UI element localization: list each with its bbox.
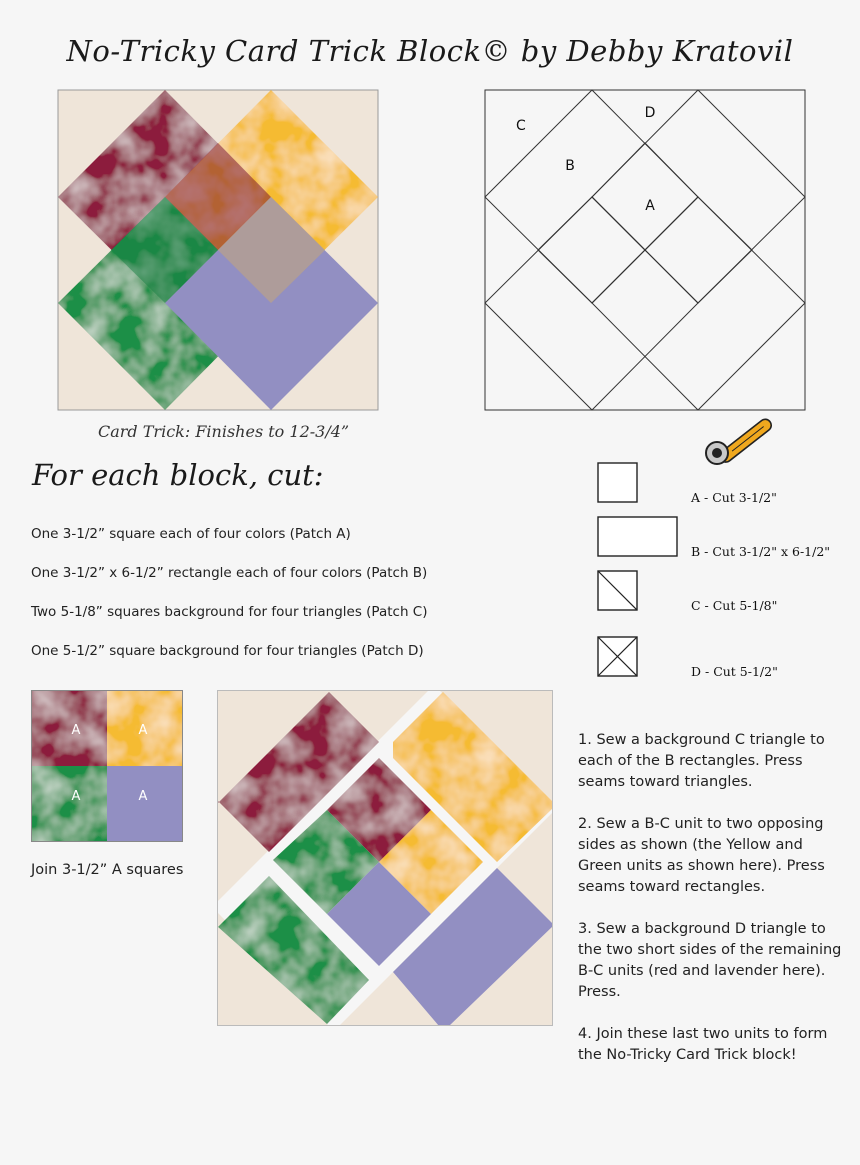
label-a: A [645, 198, 655, 214]
step-3: 3. Sew a background D triangle to the two short sides of the remaining B-C units (red and lavender here). Press. [578, 921, 842, 1000]
cut-line-b: One 3-1/2” x 6-1/2” rectangle each of four colors (Patch B) [31, 565, 428, 581]
legend-label-c: C - Cut 5-1/8" [691, 598, 778, 613]
label-b: B [565, 158, 575, 174]
legend-half-square-icon [597, 570, 639, 612]
cut-line-c: Two 5-1/8” squares background for four triangles (Patch C) [31, 604, 428, 620]
step-4: 4. Join these last two units to form the No-Tricky Card Trick block! [578, 1026, 828, 1063]
four-patch-lavender [107, 766, 183, 842]
step-1: 1. Sew a background C triangle to each of the B rectangles. Press seams toward triangles. [578, 732, 825, 790]
cut-line-a: One 3-1/2” square each of four colors (Patch A) [31, 526, 351, 542]
instructions [578, 730, 848, 1087]
four-patch-green [31, 766, 107, 842]
cut-line-d: One 5-1/2” square background for four triangles (Patch D) [31, 643, 424, 659]
page-title: No-Tricky Card Trick Block© by Debby Kratovil [66, 34, 794, 68]
legend-label-d: D - Cut 5-1/2" [691, 664, 778, 679]
rotary-cutter-icon [700, 420, 780, 470]
four-patch-label-3: A [71, 789, 81, 804]
legend-label-b: B - Cut 3-1/2" x 6-1/2" [691, 544, 831, 559]
block-caption: Card Trick: Finishes to 12-3/4” [98, 422, 350, 441]
patch-diagram [485, 90, 805, 410]
four-patch-label-1: A [71, 723, 81, 738]
four-patch-label-4: A [138, 789, 148, 804]
legend-rectangle-icon [597, 516, 679, 558]
four-patch-red [31, 690, 107, 766]
cut-heading: For each block, cut: [32, 458, 324, 492]
legend-label-a: A - Cut 3-1/2" [691, 490, 777, 505]
four-patch [31, 690, 183, 842]
finished-block [58, 90, 378, 410]
four-patch-caption: Join 3-1/2” A squares [31, 862, 184, 878]
assembly-diagram [217, 690, 553, 1026]
four-patch-label-2: A [138, 723, 148, 738]
label-d: D [644, 105, 656, 121]
legend-quarter-square-icon [597, 636, 639, 678]
step-2: 2. Sew a B-C unit to two opposing sides as shown (the Yellow and Green units as shown here). Press seams toward rectangles. [578, 816, 825, 895]
label-c: C [516, 118, 526, 134]
legend-square-icon [597, 462, 639, 504]
